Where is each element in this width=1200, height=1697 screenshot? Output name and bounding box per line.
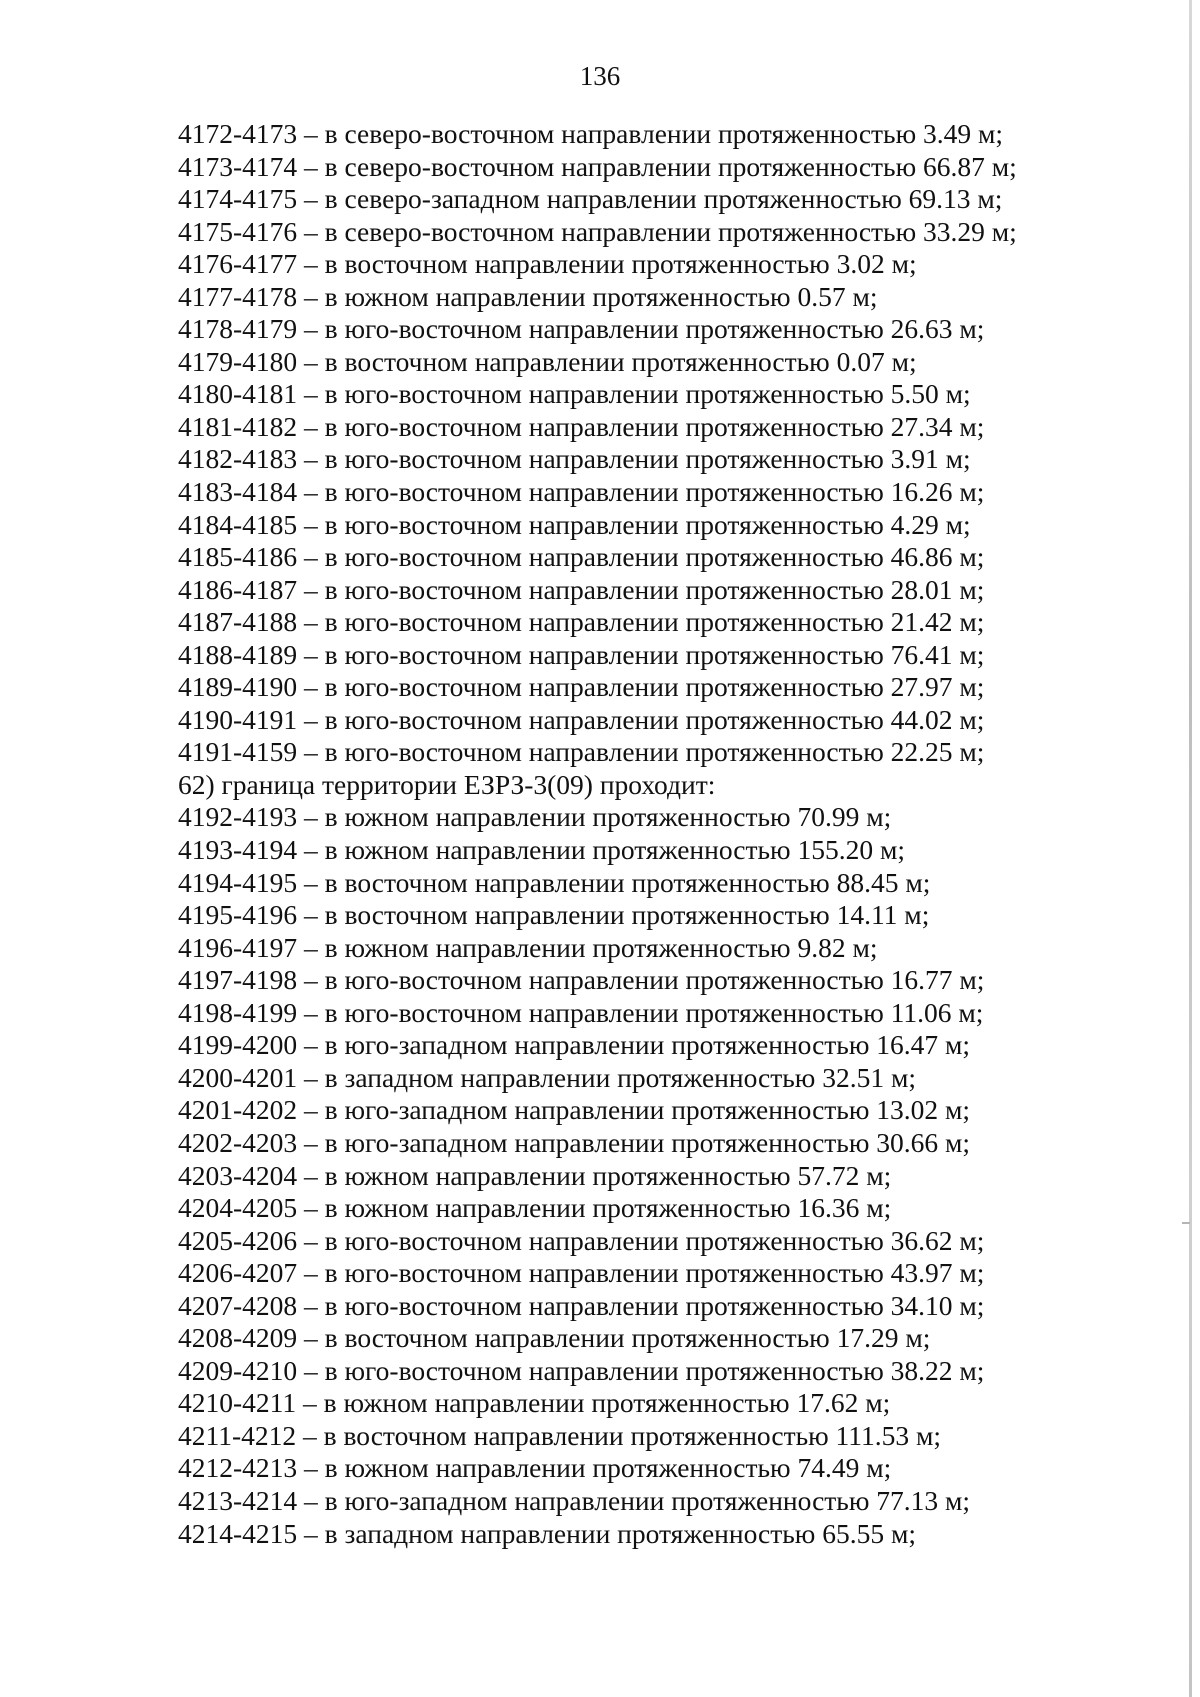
text-line: 4175-4176 – в северо-восточном направлении протяженностью 33.29 м;: [178, 215, 1017, 247]
text-line: 4202-4203 – в юго-западном направлении протяженностью 30.66 м;: [178, 1126, 971, 1158]
text-line: 4214-4215 – в западном направлении протяженностью 65.55 м;: [178, 1517, 917, 1549]
scan-edge-line: [1189, 0, 1192, 1697]
text-line: 4197-4198 – в юго-восточном направлении протяженностью 16.77 м;: [178, 964, 985, 996]
text-line: 4204-4205 – в южном направлении протяженностью 16.36 м;: [178, 1192, 892, 1224]
text-line: 4188-4189 – в юго-восточном направлении протяженностью 76.41 м;: [178, 638, 985, 670]
text-line: 4210-4211 – в южном направлении протяженностью 17.62 м;: [178, 1387, 891, 1419]
text-line: 4177-4178 – в южном направлении протяженностью 0.57 м;: [178, 280, 878, 312]
text-line: 4203-4204 – в южном направлении протяженностью 57.72 м;: [178, 1159, 892, 1191]
text-line: 4205-4206 – в юго-восточном направлении протяженностью 36.62 м;: [178, 1224, 985, 1256]
text-line: 4184-4185 – в юго-восточном направлении протяженностью 4.29 м;: [178, 508, 971, 540]
text-line: 4199-4200 – в юго-западном направлении протяженностью 16.47 м;: [178, 1029, 971, 1061]
text-line: 4212-4213 – в южном направлении протяженностью 74.49 м;: [178, 1452, 892, 1484]
section-heading: 62) граница территории ЕЗРЗ-3(09) проходит:: [178, 768, 716, 800]
text-line: 4181-4182 – в юго-восточном направлении протяженностью 27.34 м;: [178, 410, 985, 442]
text-line: 4209-4210 – в юго-восточном направлении протяженностью 38.22 м;: [178, 1354, 985, 1386]
text-line: 4172-4173 – в северо-восточном направлении протяженностью 3.49 м;: [178, 118, 1004, 149]
text-line: 4206-4207 – в юго-восточном направлении протяженностью 43.97 м;: [178, 1257, 985, 1289]
text-line: 4178-4179 – в юго-восточном направлении протяженностью 26.63 м;: [178, 313, 985, 345]
scan-edge-mark: [1182, 1222, 1190, 1224]
boundary-description-list: [178, 118, 1078, 1550]
text-line: 4174-4175 – в северо-западном направлении протяженностью 69.13 м;: [178, 183, 1003, 215]
text-line: 4190-4191 – в юго-восточном направлении протяженностью 44.02 м;: [178, 703, 985, 735]
page-number: 136: [579, 61, 621, 91]
text-line: 4213-4214 – в юго-западном направлении протяженностью 77.13 м;: [178, 1484, 971, 1516]
text-line: 4196-4197 – в южном направлении протяженностью 9.82 м;: [178, 931, 878, 963]
text-line: 4183-4184 – в юго-восточном направлении протяженностью 16.26 м;: [178, 476, 985, 508]
text-line: 4200-4201 – в западном направлении протяженностью 32.51 м;: [178, 1061, 917, 1093]
text-line: 4185-4186 – в юго-восточном направлении протяженностью 46.86 м;: [178, 541, 985, 573]
text-line: 4176-4177 – в восточном направлении протяженностью 3.02 м;: [178, 248, 917, 280]
text-line: 4208-4209 – в восточном направлении протяженностью 17.29 м;: [178, 1322, 931, 1354]
text-line: 4182-4183 – в юго-восточном направлении протяженностью 3.91 м;: [178, 443, 971, 475]
text-line: 4173-4174 – в северо-восточном направлении протяженностью 66.87 м;: [178, 150, 1017, 182]
text-line: 4198-4199 – в юго-восточном направлении протяженностью 11.06 м;: [178, 996, 984, 1028]
text-line: 4180-4181 – в юго-восточном направлении протяженностью 5.50 м;: [178, 378, 971, 410]
text-line: 4194-4195 – в восточном направлении протяженностью 88.45 м;: [178, 866, 931, 898]
text-line: 4193-4194 – в южном направлении протяженностью 155.20 м;: [178, 834, 906, 866]
text-line: 4189-4190 – в юго-восточном направлении протяженностью 27.97 м;: [178, 671, 985, 703]
text-line: 4207-4208 – в юго-восточном направлении протяженностью 34.10 м;: [178, 1289, 985, 1321]
text-line: 4192-4193 – в южном направлении протяженностью 70.99 м;: [178, 801, 892, 833]
text-line: 4191-4159 – в юго-восточном направлении протяженностью 22.25 м;: [178, 736, 985, 768]
text-line: 4187-4188 – в юго-восточном направлении протяженностью 21.42 м;: [178, 606, 985, 638]
text-line: 4186-4187 – в юго-восточном направлении протяженностью 28.01 м;: [178, 573, 985, 605]
text-line: 4195-4196 – в восточном направлении протяженностью 14.11 м;: [178, 899, 930, 931]
text-line: 4179-4180 – в восточном направлении протяженностью 0.07 м;: [178, 345, 917, 377]
text-line: 4201-4202 – в юго-западном направлении протяженностью 13.02 м;: [178, 1094, 971, 1126]
text-line: 4211-4212 – в восточном направлении протяженностью 111.53 м;: [178, 1419, 942, 1451]
